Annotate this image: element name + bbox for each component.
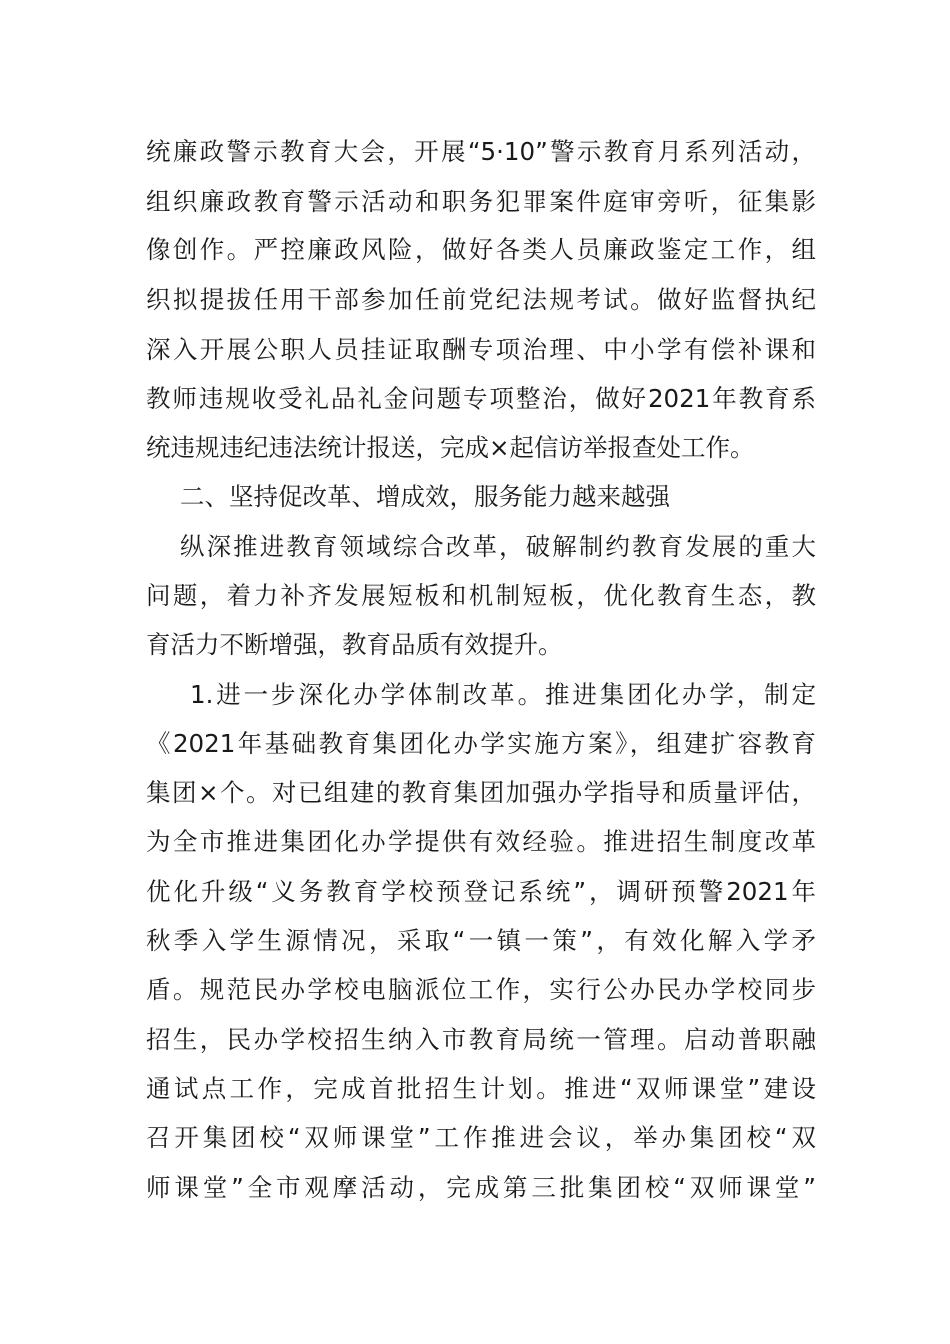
text-line: 盾。规范民办学校电脑派位工作，实行公办民办学校同步: [146, 975, 816, 1004]
text-line: 统违规违纪违法统计报送，完成×起信访举报查处工作。: [146, 433, 755, 462]
text-line: 为全市推进集团化办学提供有效经验。推进招生制度改革: [146, 827, 816, 856]
text-line: 师课堂”全市观摩活动，完成第三批集团校“双师课堂”: [146, 1173, 816, 1202]
text-line: 秋季入学生源情况，采取“一镇一策”，有效化解入学矛: [146, 926, 816, 955]
section-heading: 二、坚持促改革、增成效，服务能力越来越强: [180, 482, 670, 511]
text-line: 问题，着力补齐发展短板和机制短板，优化教育生态，教: [146, 581, 816, 610]
text-line: 优化升级“义务教育学校预登记系统”，调研预警2021年: [146, 877, 816, 906]
text-line: 教师违规收受礼品礼金问题专项整治，做好2021年教育系: [146, 384, 816, 413]
text-line: 织拟提拔任用干部参加任前党纪法规考试。做好监督执纪: [146, 285, 816, 314]
text-line: 《2021年基础教育集团化办学实施方案》，组建扩容教育: [146, 729, 816, 758]
text-line: 纵深推进教育领域综合改革，破解制约教育发展的重大: [180, 532, 816, 561]
text-line: 育活力不断增强，教育品质有效提升。: [146, 630, 563, 659]
text-line: 召开集团校“双师课堂”工作推进会议，举办集团校“双: [146, 1123, 816, 1152]
text-line: 通试点工作，完成首批招生计划。推进“双师课堂”建设: [146, 1074, 816, 1103]
text-line: 组织廉政教育警示活动和职务犯罪案件庭审旁听，征集影: [146, 187, 816, 216]
text-line: 统廉政警示教育大会，开展“5·10”警示教育月系列活动，: [146, 137, 816, 166]
text-line: 招生，民办学校招生纳入市教育局统一管理。启动普职融: [146, 1025, 816, 1054]
text-line: 深入开展公职人员挂证取酬专项治理、中小学有偿补课和: [146, 335, 816, 364]
text-line: 1.进一步深化办学体制改革。推进集团化办学，制定: [190, 680, 816, 709]
text-line: 像创作。严控廉政风险，做好各类人员廉政鉴定工作，组: [146, 235, 816, 264]
text-line: 集团×个。对已组建的教育集团加强办学指导和质量评估，: [146, 778, 816, 807]
